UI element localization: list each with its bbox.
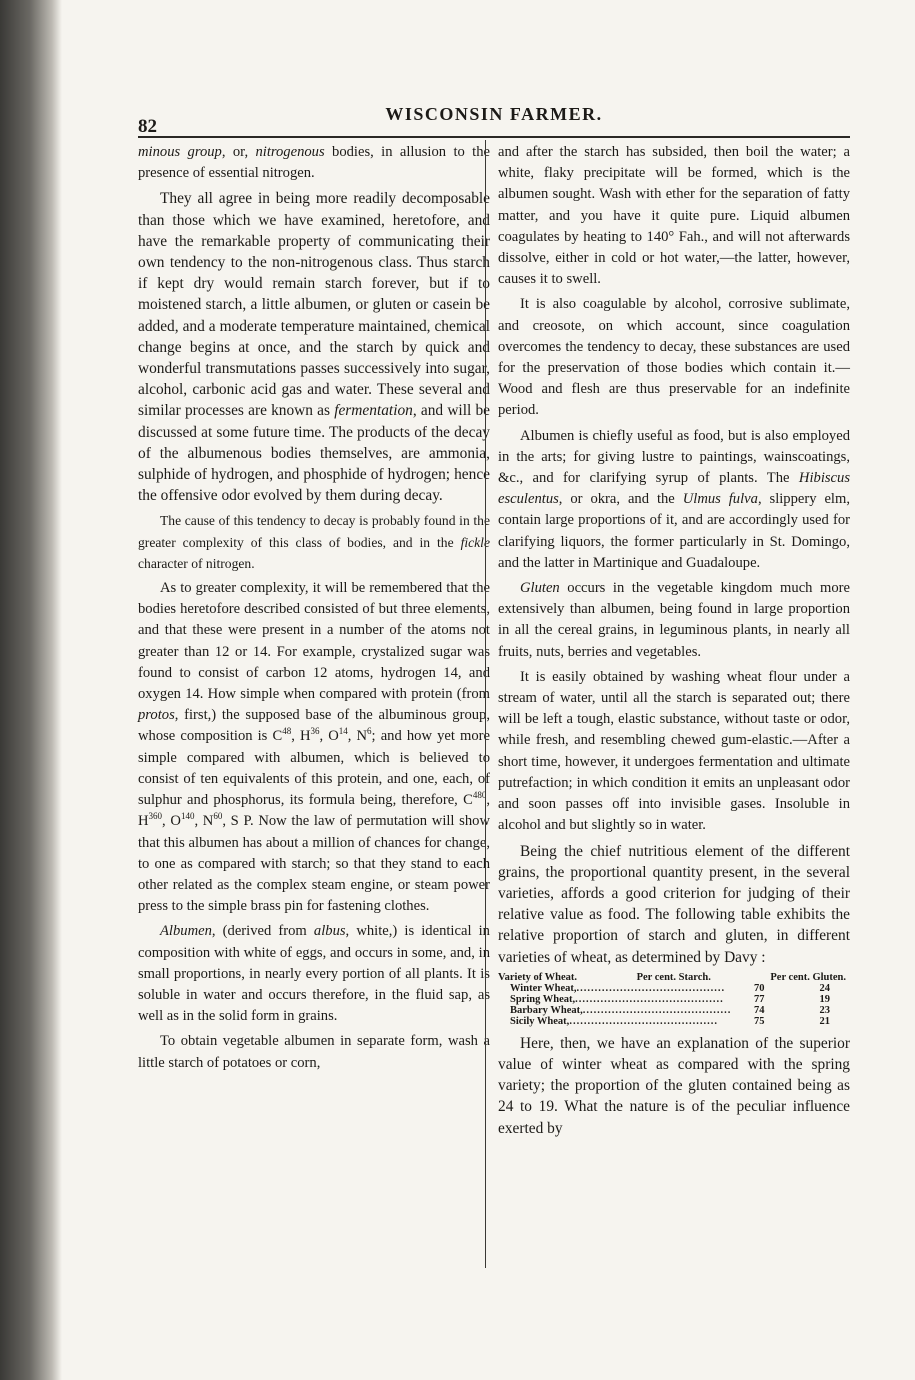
starch-value: 70	[754, 982, 765, 994]
table-row	[498, 1005, 850, 1016]
paragraph: Albumen is chiefly useful as food, but is also employed in the arts; for giving lustre to paintings, wainscoatings, &c., and for clarifying syrup of plants. The Hibiscus esculentus, or okra, and the Ulmus fulva, slippery elm, contain large proportions of it, and are accordingly used for clarifying liquors, the former particularly in St. Domingo, and the latter in Martinique and Guadaloupe.	[498, 427, 850, 571]
gluten-value: 24	[819, 982, 830, 994]
table-header-gluten: Per cent. Gluten.	[770, 971, 846, 983]
gluten-value: 21	[819, 1015, 830, 1027]
table-header-variety: Variety of Wheat.	[498, 971, 578, 983]
variety-name: Winter Wheat,	[510, 982, 577, 994]
book-gutter-shadow	[0, 0, 62, 1380]
paragraph: Albumen, (derived from albus, white,) is identical in composition with white of eggs, and occurs in some, and, in small proportions, in nearly every portion of all plants. It is soluble in water and occurs therefore, in the fluid sap, as well as in the solid form in grains.	[138, 923, 490, 1025]
paragraph: They all agree in being more readily decomposable than those which we have examined, heretofore, and have the remarkable property of communicating their own tendency to the non-nitrogenous class. Thus starch if kept dry would remain starch forever, but if to moistened starch, a little albumen, or gluten or casein be added, and a moderate temperature maintained, chemical change begins at once, and the starch by quick and wonderful transmutations passes successively into sugar, alcohol, carbonic acid gas and water. These several and similar processes are known as fermentation, and will be discussed at some future time. The products of the decay of the albumenous bodies themselves, are ammonia, sulphide of hydrogen, and phosphide of hydrogen; hence the offensive odor evolved by them during decay.	[138, 190, 490, 505]
starch-value: 75	[754, 1015, 765, 1027]
table-row	[498, 994, 850, 1005]
column-divider	[485, 140, 486, 1268]
gluten-value: 19	[819, 993, 830, 1005]
left-column	[138, 142, 490, 1078]
running-title: WISCONSIN FARMER.	[385, 104, 603, 124]
leader-dots: .........................................	[576, 982, 726, 994]
paragraph: Being the chief nutritious element of the different grains, the proportional quantity present, in the several varieties, affords a good criterion for judging of their relative value as food. The following table exhibits the relative proportion of starch and gluten, in different varieties of wheat, as determined by Davy :	[498, 842, 850, 966]
paragraph: To obtain vegetable albumen in separate form, wash a little starch of potatoes or corn,	[138, 1033, 490, 1071]
table-row	[498, 1016, 850, 1027]
page-header	[138, 102, 850, 137]
paragraph: and after the starch has subsided, then boil the water; a white, flaky precipitate will be formed, which is the albumen sought. Wash with ether for the separation of fatty matter, and you have it quite pure. Liquid albumen coagulates by heating to 140° Fah., and will not afterwards dissolve, either in cold or hot water,—the latter, however, causes it to swell.	[498, 144, 850, 288]
table-header	[498, 972, 850, 983]
leader-dots: .........................................	[582, 1004, 732, 1016]
paragraph: As to greater complexity, it will be remembered that the bodies heretofore described consisted of but three elements, and that these were present in a number of the atoms not greater than 12 or 14. For example, crystalized sugar was found to consist of carbon 12 atoms, hydrogen 14, and oxygen 14. How simple when compared with protein (from protos, first,) the supposed base of the albuminous group, whose composition is $C^{48}$, $H^{36}$, $O^{14}$, $N^6$; and how yet more simple compared with albumen, which is believed to consist of ten equivalents of this protein, and one, each, of sulphur and phosphorus, its formula being, therefore, $C^{480}$, $H^{360}$, $O^{140}$, $N^{60}$, S P. Now the law of permutation will show that this albumen has about a million of chances for change, to one as compared with starch; so that they stand to each other related as the complex steam engine, or steam power press to the simple brass pin for fastening clothes.	[138, 580, 490, 915]
right-column	[498, 142, 850, 1143]
paragraph: minous group, or, nitrogenous bodies, in allusion to the presence of essential nitrogen.	[138, 144, 490, 182]
paragraph: The cause of this tendency to decay is probably found in the greater complexity of this class of bodies, and in the fickle character of nitrogen.	[138, 513, 490, 571]
variety-name: Spring Wheat,	[510, 993, 576, 1005]
page-number: 82	[138, 116, 157, 137]
paragraph: Here, then, we have an explanation of the superior value of winter wheat as compared with the spring variety; the proportion of the gluten contained being as 24 to 19. What the nature is of the peculiar influence exerted by	[498, 1034, 850, 1137]
leader-dots: .........................................	[575, 993, 724, 1005]
variety-name: Barbary Wheat,	[510, 1004, 583, 1016]
table-header-starch: Per cent. Starch.	[636, 971, 711, 983]
variety-name: Sicily Wheat,	[510, 1015, 570, 1027]
leader-dots: .........................................	[569, 1015, 718, 1027]
paragraph: It is easily obtained by washing wheat flour under a stream of water, until all the starch is separated out; there will be left a tough, elastic substance, without taste or odor, while fresh, and resembling chewed gum-elastic.—After a short time, however, it undergoes fermentation and ultimate putrefaction; in which condition it emits an unpleasant odor and soon passes off into invisible gases. Insoluble in alcohol and but slightly so in water.	[498, 668, 850, 834]
gluten-value: 23	[819, 1004, 830, 1016]
header-rule	[138, 136, 850, 138]
wheat-table	[498, 972, 850, 1027]
paragraph: It is also coagulable by alcohol, corrosive sublimate, and creosote, on which account, since coagulation overcomes the tendency to decay, these substances are used for the preservation of those bodies which contain it.—Wood and flesh are thus preservable for an indefinite period.	[498, 296, 850, 419]
table-row	[498, 983, 850, 994]
paragraph: Gluten occurs in the vegetable kingdom much more extensively than albumen, being found in large proportion in all the cereal grains, in leguminous plants, in nearly all fruits, nuts, berries and vegetables.	[498, 580, 850, 660]
starch-value: 74	[754, 1004, 765, 1016]
starch-value: 77	[754, 993, 765, 1005]
